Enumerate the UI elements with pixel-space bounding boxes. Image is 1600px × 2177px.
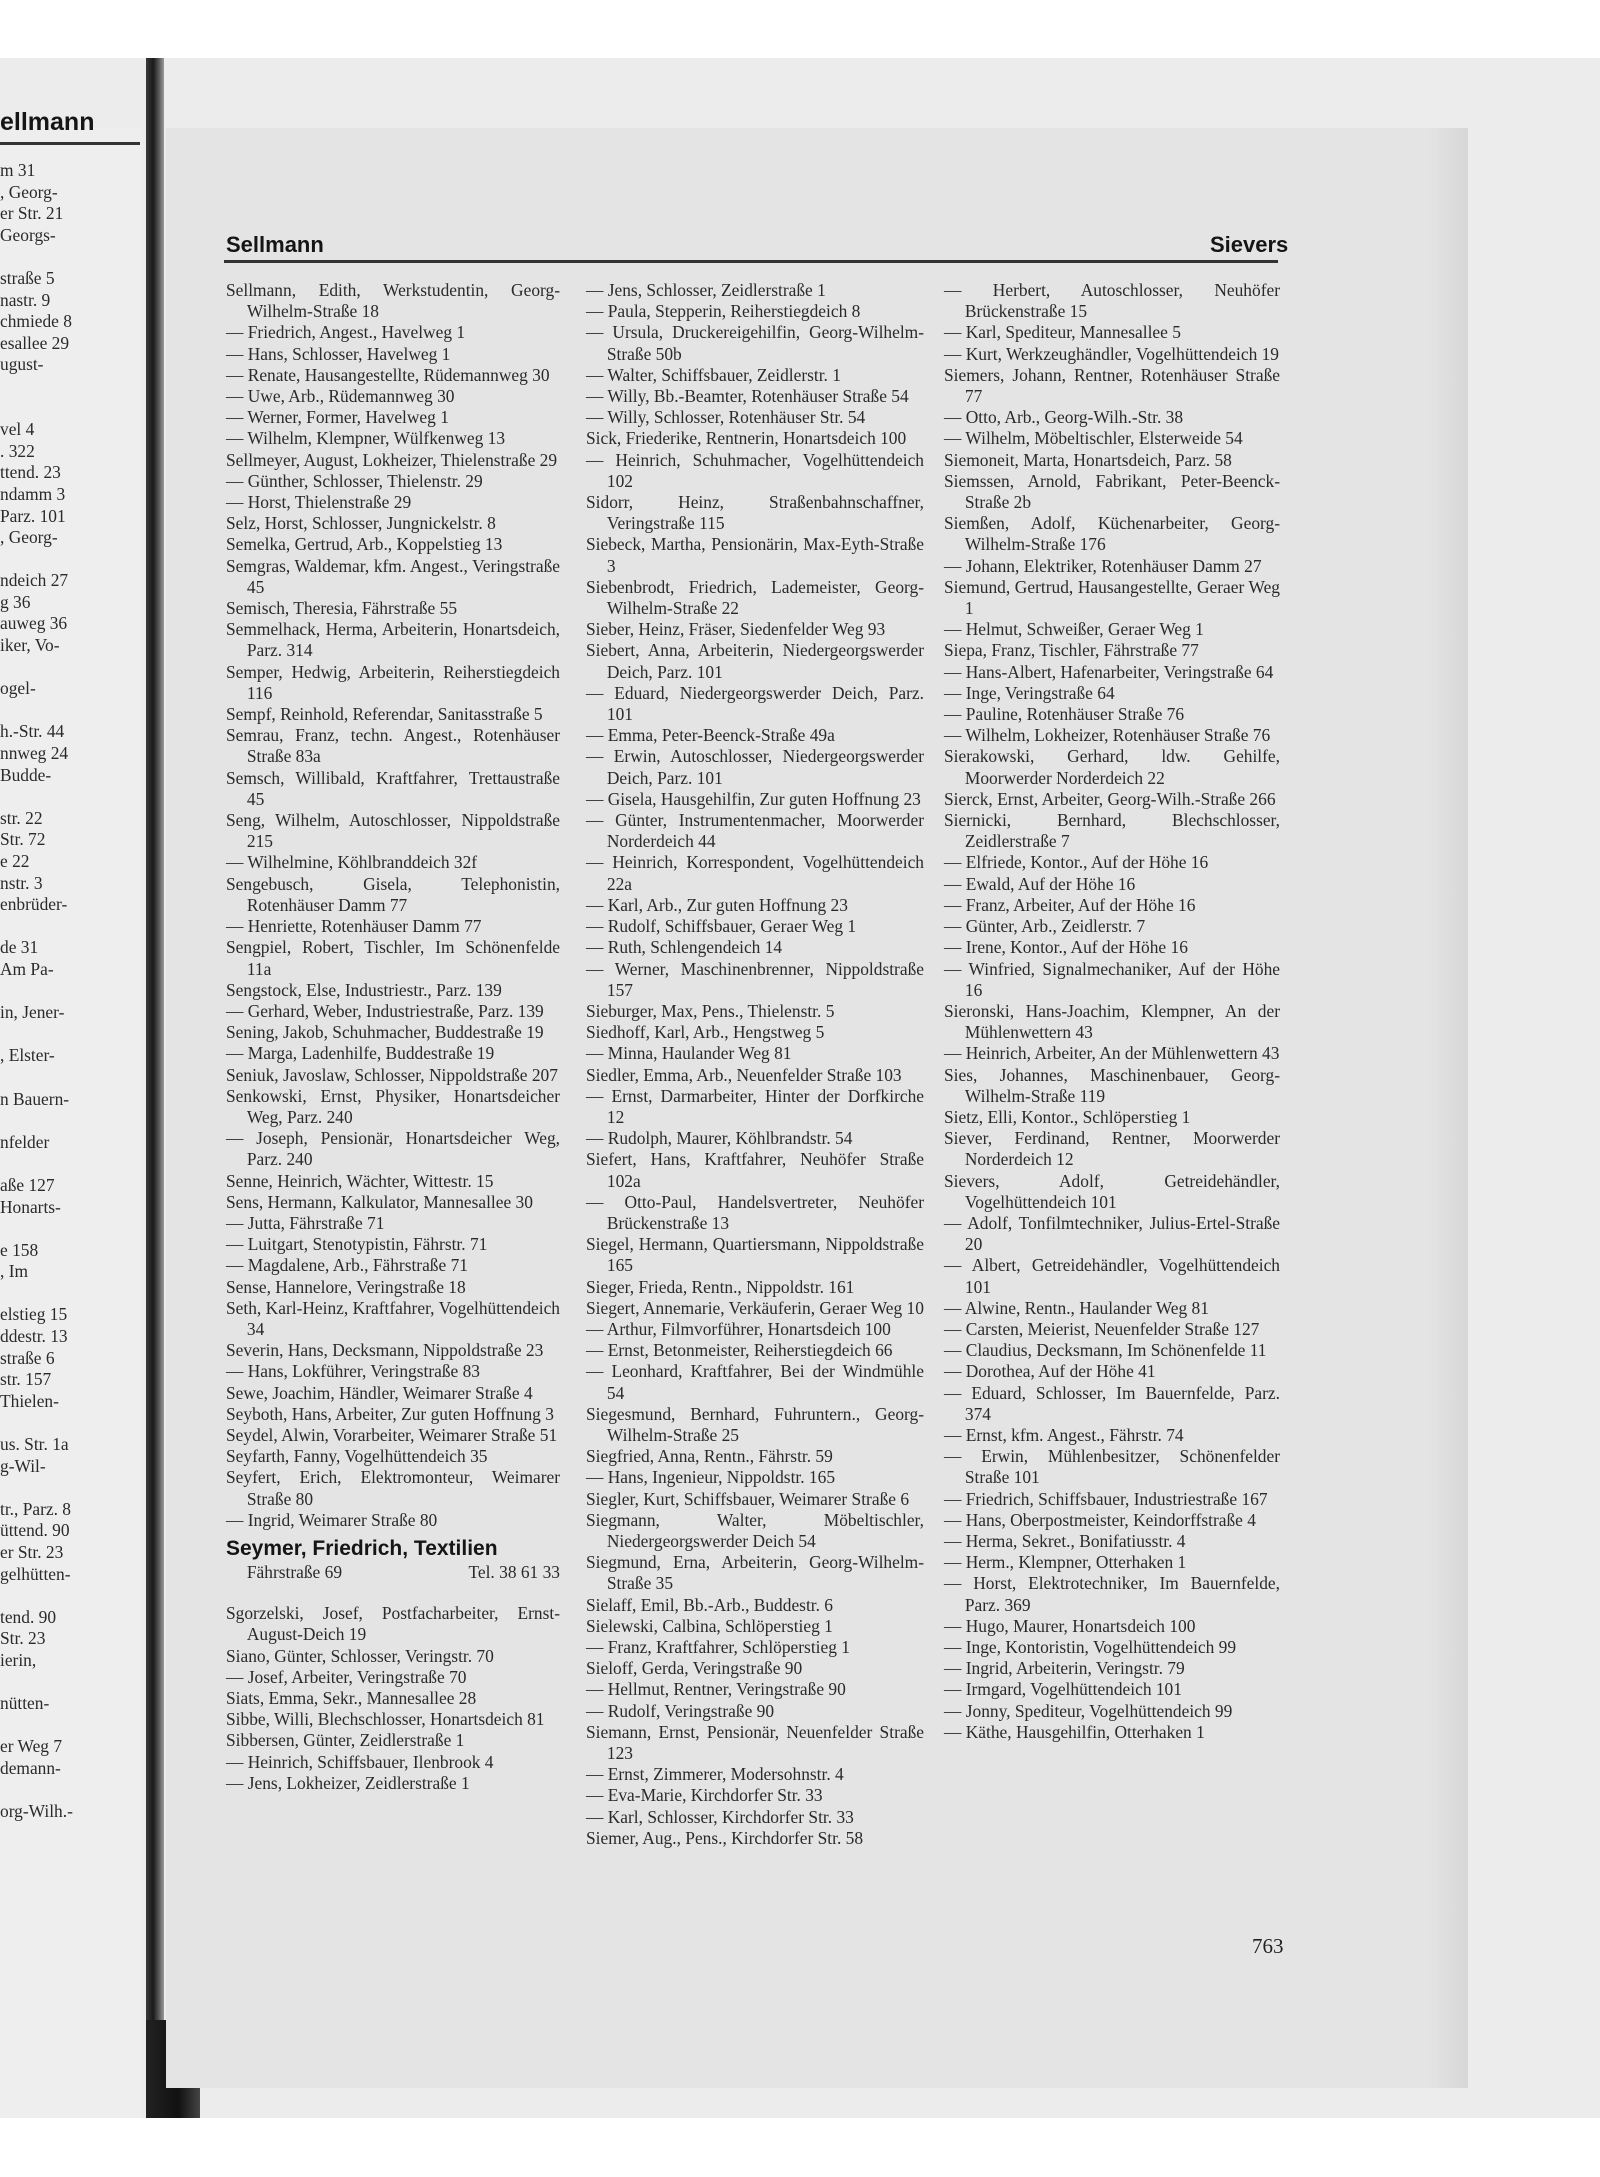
left-page-fragment-line: tend. 90 [0, 1606, 57, 1627]
directory-entry: — Hellmut, Rentner, Veringstraße 90 [586, 1679, 846, 1700]
left-page-fragment-line: elstieg 15 [0, 1304, 68, 1325]
left-page-fragment-line [0, 1672, 140, 1694]
directory-entry: — Dorothea, Auf der Höhe 41 [944, 1361, 1156, 1382]
left-page-fragment-line [0, 1153, 140, 1175]
left-page-fragment-line [0, 1110, 140, 1132]
directory-entry: Senne, Heinrich, Wächter, Wittestr. 15 [226, 1170, 494, 1191]
directory-entry: — Franz, Arbeiter, Auf der Höhe 16 [944, 894, 1196, 915]
directory-entry: — Luitgart, Stenotypistin, Fährstr. 71 [226, 1234, 488, 1255]
left-page-fragment-line: g-Wil- [0, 1455, 46, 1476]
directory-entry: Sellmeyer, August, Lokheizer, Thielenstraße 29 [226, 449, 558, 470]
directory-entry: — Emma, Peter-Beenck-Straße 49a [586, 725, 835, 746]
directory-entry: — Erwin, Autoschlosser, Niedergeorgswerder Deich, Parz. 101 [586, 746, 924, 788]
directory-entry: Seng, Wilhelm, Autoschlosser, Nippoldstraße 215 [226, 810, 560, 852]
directory-entry: Siebeck, Martha, Pensionärin, Max-Eyth-Straße 3 [586, 534, 924, 576]
directory-entry: — Ernst, Zimmerer, Modersohnstr. 4 [586, 1764, 844, 1785]
left-page-fragment-line: org-Wilh.- [0, 1801, 73, 1822]
left-page-fragment-line: chmiede 8 [0, 311, 72, 332]
directory-entry: — Inge, Veringstraße 64 [944, 682, 1115, 703]
directory-entry: — Hugo, Maurer, Honartsdeich 100 [944, 1615, 1196, 1636]
left-page-fragment-line [0, 1067, 140, 1089]
directory-entry: — Hans, Oberpostmeister, Keindorffstraße 4 [944, 1509, 1256, 1530]
left-page-fragment-line: , Georg- [0, 527, 58, 548]
directory-entry: Siegler, Kurt, Schiffsbauer, Weimarer Straße 6 [586, 1488, 910, 1509]
left-page-fragment-line [0, 1218, 140, 1240]
directory-entry: — Inge, Kontoristin, Vogelhüttendeich 99 [944, 1637, 1237, 1657]
left-page-fragment-line: üttend. 90 [0, 1520, 70, 1541]
directory-entry: — Rudolf, Schiffsbauer, Geraer Weg 1 [586, 916, 857, 937]
directory-entry: Sielaff, Emil, Bb.-Arb., Buddestr. 6 [586, 1594, 833, 1615]
directory-entry: Seth, Karl-Heinz, Kraftfahrer, Vogelhüttendeich 34 [226, 1297, 560, 1339]
left-page-header-rule [0, 142, 140, 145]
directory-entry: Sieber, Heinz, Fräser, Siedenfelder Weg 93 [586, 619, 886, 640]
left-page-fragment-line: ttend. 23 [0, 462, 61, 483]
header-keyword-right: Sievers [1210, 232, 1289, 257]
directory-entry: — Ernst, Betonmeister, Reiherstiegdeich 66 [586, 1340, 893, 1361]
left-page-fragment-line: Str. 23 [0, 1628, 46, 1649]
header-keyword-left: Sellmann [226, 232, 324, 257]
directory-entry: — Jutta, Fährstraße 71 [226, 1212, 385, 1233]
directory-entry: Seyboth, Hans, Arbeiter, Zur guten Hoffnung 3 [226, 1403, 554, 1424]
directory-entry: — Elfriede, Kontor., Auf der Höhe 16 [944, 852, 1209, 873]
left-page-fragment-line [0, 1715, 140, 1737]
directory-entry: — Herbert, Autoschlosser, Neuhöfer Brückenstraße 15 [944, 280, 1280, 322]
directory-entry: — Ingrid, Arbeiterin, Veringstr. 79 [944, 1658, 1185, 1679]
directory-entry: Siebenbrodt, Friedrich, Lademeister, Georg-Wilhelm-Straße 22 [586, 576, 924, 619]
directory-entry: — Irene, Kontor., Auf der Höhe 16 [944, 937, 1188, 958]
directory-entry: Senkowski, Ernst, Physiker, Honartsdeicher Weg, Parz. 240 [226, 1085, 560, 1127]
left-page-fragment-line [0, 1283, 140, 1305]
directory-column-1 [226, 280, 560, 1794]
directory-entry: — Willy, Bb.-Beamter, Rotenhäuser Straße 54 [586, 386, 909, 407]
directory-entry: Semisch, Theresia, Fährstraße 55 [226, 598, 458, 619]
directory-entry: Sengstock, Else, Industriestr., Parz. 139 [226, 979, 502, 1000]
left-page-fragment-line: straße 5 [0, 267, 55, 288]
directory-entry: Sieloff, Gerda, Veringstraße 90 [586, 1658, 803, 1679]
left-page-fragment-line [0, 1024, 140, 1046]
left-page-fragment-line: enbrüder- [0, 894, 68, 915]
directory-entry: Siebert, Anna, Arbeiterin, Niedergeorgswerder Deich, Parz. 101 [586, 640, 924, 682]
directory-entry: — Kurt, Werkzeughändler, Vogelhüttendeich 19 [944, 343, 1280, 364]
directory-entry: — Horst, Elektrotechniker, Im Bauernfelde, Parz. 369 [944, 1573, 1280, 1615]
directory-entry: Sierck, Ernst, Arbeiter, Georg-Wilh.-Straße 266 [944, 788, 1276, 809]
left-page-fragment-line [0, 786, 140, 808]
left-page-fragment-line [0, 398, 140, 420]
directory-entry: — Minna, Haulander Weg 81 [586, 1043, 792, 1064]
directory-entry: — Ernst, Darmarbeiter, Hinter der Dorfkirche 12 [586, 1085, 924, 1127]
directory-entry: — Jens, Schlosser, Zeidlerstraße 1 [586, 280, 826, 300]
directory-entry: — Eva-Marie, Kirchdorfer Str. 33 [586, 1785, 823, 1806]
directory-entry: — Herma, Sekret., Bonifatiusstr. 4 [944, 1530, 1186, 1551]
left-page-fragment-line: ndamm 3 [0, 483, 66, 504]
directory-entry: — Gerhard, Weber, Industriestraße, Parz. 139 [226, 1000, 544, 1021]
directory-entry: — Heinrich, Schuhmacher, Vogelhüttendeich 102 [586, 449, 924, 491]
directory-entry: Sibbe, Willi, Blechschlosser, Honartsdeich 81 [226, 1709, 545, 1730]
left-page-fragment-line: n Bauern- [0, 1088, 70, 1109]
directory-entry: — Karl, Arb., Zur guten Hoffnung 23 [586, 894, 848, 915]
directory-entry: — Werner, Former, Havelweg 1 [226, 407, 449, 428]
left-page-fragment-line: ierin, [0, 1649, 37, 1670]
directory-entry: Siemoneit, Marta, Honartsdeich, Parz. 58 [944, 449, 1232, 470]
directory-entry: — Walter, Schiffsbauer, Zeidlerstr. 1 [586, 364, 841, 385]
left-page-fragment-line: nstr. 3 [0, 872, 43, 893]
directory-entry: Siemssen, Arnold, Fabrikant, Peter-Beenck-Straße 2b [944, 470, 1280, 513]
left-page-fragment-line: , Georg- [0, 181, 58, 202]
directory-entry: — Karl, Schlosser, Kirchdorfer Str. 33 [586, 1806, 854, 1827]
left-page-fragment-line: m 31 [0, 160, 36, 180]
left-page-fragment-line [0, 657, 140, 679]
left-page-fragment-line [0, 1585, 140, 1607]
directory-entry: Siegmund, Erna, Arbeiterin, Georg-Wilhelm-Straße 35 [586, 1552, 924, 1594]
directory-entry: Siats, Emma, Sekr., Mannesallee 28 [226, 1688, 477, 1708]
directory-entry: Siegfried, Anna, Rentn., Fährstr. 59 [586, 1446, 833, 1467]
left-page-fragment-line: in, Jener- [0, 1002, 65, 1023]
left-page-fragment-line: nfelder [0, 1131, 50, 1152]
directory-entry: Semper, Hedwig, Arbeiterin, Reiherstiegdeich 116 [226, 661, 560, 703]
advertisement-details [226, 1562, 560, 1583]
directory-entry: Sidorr, Heinz, Straßenbahnschaffner, Veringstraße 115 [586, 492, 924, 534]
left-page-fragment-line: Honarts- [0, 1196, 61, 1217]
directory-entry: Sietz, Elli, Kontor., Schlöperstieg 1 [944, 1106, 1191, 1127]
left-page-fragment-line: esallee 29 [0, 332, 70, 353]
left-page-fragment-line: Parz. 101 [0, 505, 66, 526]
directory-entry: — Ruth, Schlengendeich 14 [586, 937, 783, 958]
directory-entry: Sierakowski, Gerhard, ldw. Gehilfe, Moorwerder Norderdeich 22 [944, 746, 1280, 788]
directory-entry: Seyfarth, Fanny, Vogelhüttendeich 35 [226, 1446, 488, 1467]
left-page-fragment-line: aße 127 [0, 1174, 55, 1195]
directory-entry: Siegert, Annemarie, Verkäuferin, Geraer Weg 10 [586, 1297, 924, 1318]
left-page-fragment-line: demann- [0, 1757, 61, 1778]
directory-entry: — Ewald, Auf der Höhe 16 [944, 873, 1136, 894]
directory-entry: Sens, Hermann, Kalkulator, Mannesallee 30 [226, 1191, 533, 1212]
directory-entry: Sick, Friederike, Rentnerin, Honartsdeich 100 [586, 428, 907, 449]
directory-entry: — Claudius, Decksmann, Im Schönenfelde 11 [944, 1340, 1267, 1361]
directory-entry: Siegmann, Walter, Möbeltischler, Niedergeorgswerder Deich 54 [586, 1509, 924, 1551]
directory-entry: Siefert, Hans, Kraftfahrer, Neuhöfer Straße 102a [586, 1149, 924, 1191]
left-page-fragment-line [0, 376, 140, 398]
directory-column-2 [586, 280, 924, 1849]
directory-entry: — Hans, Ingenieur, Nippoldstr. 165 [586, 1467, 836, 1488]
directory-entry: — Paula, Stepperin, Reiherstiegdeich 8 [586, 301, 861, 322]
left-page-header: ellmann [0, 108, 95, 136]
directory-entry: Siemund, Gertrud, Hausangestellte, Geraer Weg 1 [944, 576, 1280, 619]
directory-entry: — Friedrich, Angest., Havelweg 1 [226, 322, 466, 343]
left-page-fragment-line: Thielen- [0, 1390, 59, 1411]
directory-column-3 [944, 280, 1280, 1743]
left-page-fragment-line: ddestr. 13 [0, 1326, 68, 1347]
directory-entry: — Adolf, Tonfilmtechniker, Julius-Ertel-Straße 20 [944, 1212, 1280, 1255]
page-number: 763 [1252, 1934, 1284, 1958]
directory-entry: — Hans, Lokführer, Veringstraße 83 [226, 1361, 480, 1382]
directory-entry: — Käthe, Hausgehilfin, Otterhaken 1 [944, 1721, 1205, 1742]
advertisement-phone: Tel. 38 61 33 [468, 1561, 560, 1582]
directory-entry: — Wilhelm, Klempner, Wülfkenweg 13 [226, 428, 506, 449]
directory-entry: Sieger, Frieda, Rentn., Nippoldstr. 161 [586, 1276, 855, 1297]
directory-entry: — Alwine, Rentn., Haulander Weg 81 [944, 1297, 1209, 1318]
directory-entry: — Horst, Thielenstraße 29 [226, 492, 412, 513]
directory-entry: Siegel, Hermann, Quartiersmann, Nippoldstraße 165 [586, 1234, 924, 1276]
left-page-fragment-line: e 22 [0, 851, 30, 871]
directory-entry: Seydel, Alwin, Vorarbeiter, Weimarer Straße 51 [226, 1424, 558, 1445]
directory-entry: Sense, Hannelore, Veringstraße 18 [226, 1276, 466, 1297]
left-page-fragment-line [0, 549, 140, 571]
directory-entry: — Henriette, Rotenhäuser Damm 77 [226, 916, 482, 937]
directory-entry: — Uwe, Arb., Rüdemannweg 30 [226, 386, 455, 407]
directory-entry: Siemann, Ernst, Pensionär, Neuenfelder Straße 123 [586, 1721, 924, 1764]
directory-entry: Sies, Johannes, Maschinenbauer, Georg-Wilhelm-Straße 119 [944, 1064, 1280, 1106]
directory-entry: Semsch, Willibald, Kraftfahrer, Trettaustraße 45 [226, 767, 560, 809]
directory-entry: Siernicki, Bernhard, Blechschlosser, Zeidlerstraße 7 [944, 810, 1280, 852]
left-page-fragment-line: tr., Parz. 8 [0, 1498, 71, 1519]
left-page-fragment-line: str. 157 [0, 1369, 52, 1390]
left-page-fragment-line: Str. 72 [0, 829, 46, 850]
left-page-fragment-line [0, 246, 140, 268]
directory-entry: — Heinrich, Arbeiter, An der Mühlenwettern 43 [944, 1043, 1280, 1064]
directory-entry: Siepa, Franz, Tischler, Fährstraße 77 [944, 640, 1199, 661]
header-rule [224, 260, 1278, 263]
left-page-fragment-line: vel 4 [0, 419, 35, 440]
directory-entry: — Ernst, kfm. Angest., Fährstr. 74 [944, 1424, 1184, 1445]
advertisement-entry [226, 1535, 560, 1583]
directory-entry: Sielewski, Calbina, Schlöperstieg 1 [586, 1615, 833, 1636]
left-page-fragment-line: de 31 [0, 937, 39, 958]
directory-entry: Siano, Günter, Schlosser, Veringstr. 70 [226, 1645, 494, 1666]
directory-entry: Seniuk, Javoslaw, Schlosser, Nippoldstraße 207 [226, 1064, 558, 1085]
directory-entry: — Ursula, Druckereigehilfin, Georg-Wilhelm-Straße 50b [586, 322, 924, 364]
left-page-fragment-line: , Elster- [0, 1045, 55, 1066]
left-page-fragment-line: gelhütten- [0, 1563, 71, 1584]
left-page-fragment-line: er Str. 23 [0, 1542, 64, 1562]
directory-entry: — Helmut, Schweißer, Geraer Weg 1 [944, 619, 1204, 640]
directory-entry: Sewe, Joachim, Händler, Weimarer Straße 4 [226, 1382, 533, 1403]
directory-entry: — Eduard, Schlosser, Im Bauernfelde, Parz. 374 [944, 1382, 1280, 1424]
directory-entry: — Wilhelm, Lokheizer, Rotenhäuser Straße 76 [944, 725, 1271, 746]
directory-entry: Semgras, Waldemar, kfm. Angest., Veringstraße 45 [226, 555, 560, 597]
directory-entry: — Otto-Paul, Handelsvertreter, Neuhöfer Brückenstraße 13 [586, 1191, 924, 1233]
left-page-fragment-line: . 322 [0, 440, 35, 461]
left-page-fragment-line: nastr. 9 [0, 289, 51, 310]
directory-entry: Sgorzelski, Josef, Postfacharbeiter, Ernst-August-Deich 19 [226, 1603, 560, 1645]
directory-entry: Siever, Ferdinand, Rentner, Moorwerder Norderdeich 12 [944, 1128, 1280, 1170]
directory-entry: Semelka, Gertrud, Arb., Koppelstieg 13 [226, 534, 503, 555]
directory-entry: Siemer, Aug., Pens., Kirchdorfer Str. 58 [586, 1827, 864, 1848]
directory-entry: — Otto, Arb., Georg-Wilh.-Str. 38 [944, 407, 1184, 428]
directory-entry: — Günther, Schlosser, Thielenstr. 29 [226, 470, 483, 491]
directory-entry: — Jens, Lokheizer, Zeidlerstraße 1 [226, 1772, 470, 1793]
left-page-fragment-line: er Weg 7 [0, 1736, 63, 1757]
advertisement-name: Seymer, Friedrich, Textilien [226, 1536, 498, 1560]
directory-entry: — Werner, Maschinenbrenner, Nippoldstraße 157 [586, 958, 924, 1000]
directory-entry: Siemers, Johann, Rentner, Rotenhäuser Straße 77 [944, 364, 1280, 407]
page-edge-shadow [1428, 128, 1468, 2088]
directory-entry: — Wilhelmine, Köhlbranddeich 32f [226, 852, 478, 873]
directory-entry: Siemßen, Adolf, Küchenarbeiter, Georg-Wilhelm-Straße 176 [944, 513, 1280, 555]
left-page-fragment-line: ogel- [0, 678, 36, 699]
directory-entry: — Magdalene, Arb., Fährstraße 71 [226, 1255, 468, 1276]
directory-entry: — Rudolph, Maurer, Köhlbrandstr. 54 [586, 1128, 853, 1149]
left-page-fragment-line: Georgs- [0, 224, 56, 245]
left-page-fragment-line: straße 6 [0, 1347, 55, 1368]
left-page-text-fragments [0, 160, 140, 1823]
directory-entry: — Jonny, Spediteur, Vogelhüttendeich 99 [944, 1700, 1233, 1721]
directory-entry: Sempf, Reinhold, Referendar, Sanitasstraße 5 [226, 704, 543, 725]
advertisement-address: Fährstraße 69 [246, 1561, 343, 1582]
directory-entry: — Carsten, Meierist, Neuenfelder Straße 127 [944, 1318, 1260, 1339]
directory-entry: — Rudolf, Veringstraße 90 [586, 1700, 775, 1721]
left-page-fragment-line [0, 700, 140, 722]
directory-entry: — Pauline, Rotenhäuser Straße 76 [944, 704, 1185, 725]
directory-entry: — Willy, Schlosser, Rotenhäuser Str. 54 [586, 407, 866, 428]
directory-entry: — Friedrich, Schiffsbauer, Industriestraße 167 [944, 1488, 1268, 1509]
left-page-fragment-line: er Str. 21 [0, 203, 64, 224]
directory-entry: — Gisela, Hausgehilfin, Zur guten Hoffnung 23 [586, 788, 921, 809]
left-page-fragment-line: , Im [0, 1261, 29, 1282]
directory-entry: — Heinrich, Schiffsbauer, Ilenbrook 4 [226, 1751, 494, 1772]
directory-entry: — Eduard, Niedergeorgswerder Deich, Parz. 101 [586, 682, 924, 725]
left-page-fragment-line: Budde- [0, 764, 52, 785]
book-spine [146, 58, 164, 2118]
directory-entry: — Leonhard, Kraftfahrer, Bei der Windmühle 54 [586, 1361, 924, 1403]
left-page-fragment-line: auweg 36 [0, 613, 68, 634]
left-page-fragment-line [0, 1412, 140, 1434]
directory-entry: Siedler, Emma, Arb., Neuenfelder Straße 103 [586, 1064, 902, 1085]
directory-entry: Sellmann, Edith, Werkstudentin, Georg-Wilhelm-Straße 18 [226, 280, 560, 322]
directory-entry: Semmelhack, Herma, Arbeiterin, Honartsdeich, Parz. 314 [226, 619, 560, 661]
directory-entry: — Albert, Getreidehändler, Vogelhüttendeich 101 [944, 1255, 1280, 1297]
directory-entry: — Karl, Spediteur, Mannesallee 5 [944, 322, 1181, 343]
directory-entry: — Hans, Schlosser, Havelweg 1 [226, 343, 451, 364]
directory-entry: — Ingrid, Weimarer Straße 80 [226, 1509, 438, 1530]
left-page-fragment-line: e 158 [0, 1239, 39, 1260]
left-page-fragment-line [0, 916, 140, 938]
directory-entry: — Renate, Hausangestellte, Rüdemannweg 30 [226, 364, 550, 385]
directory-entry: — Wilhelm, Möbeltischler, Elsterweide 54 [944, 428, 1243, 449]
directory-entry: — Erwin, Mühlenbesitzer, Schönenfelder Straße 101 [944, 1446, 1280, 1488]
directory-entry: — Josef, Arbeiter, Veringstraße 70 [226, 1666, 467, 1687]
directory-entry: — Joseph, Pensionär, Honartsdeicher Weg, Parz. 240 [226, 1128, 560, 1170]
directory-entry: — Johann, Elektriker, Rotenhäuser Damm 27 [944, 555, 1262, 576]
left-page-fragment-line: h.-Str. 44 [0, 721, 65, 742]
directory-entry: Seyfert, Erich, Elektromonteur, Weimarer Straße 80 [226, 1467, 560, 1509]
directory-entry: Sieburger, Max, Pens., Thielenstr. 5 [586, 1000, 835, 1021]
directory-entry: Sening, Jakob, Schuhmacher, Buddestraße 19 [226, 1022, 544, 1043]
directory-entry: Severin, Hans, Decksmann, Nippoldstraße 23 [226, 1340, 544, 1361]
left-page-fragment-line [0, 1477, 140, 1499]
directory-entry: — Franz, Kraftfahrer, Schlöperstieg 1 [586, 1637, 850, 1657]
left-page-fragment-line: nnweg 24 [0, 743, 69, 764]
directory-entry: — Irmgard, Vogelhüttendeich 101 [944, 1679, 1182, 1700]
directory-entry: Sengebusch, Gisela, Telephonistin, Rotenhäuser Damm 77 [226, 873, 560, 915]
left-page-fragment-line: us. Str. 1a [0, 1434, 69, 1455]
left-page-fragment-line: ugust- [0, 354, 44, 375]
left-page-fragment-line: str. 22 [0, 807, 43, 828]
directory-entry: Siedhoff, Karl, Arb., Hengstweg 5 [586, 1022, 825, 1043]
left-page-fragment-line: Am Pa- [0, 958, 54, 979]
directory-entry: — Arthur, Filmvorführer, Honartsdeich 100 [586, 1318, 891, 1339]
directory-entry: — Winfried, Signalmechaniker, Auf der Höhe 16 [944, 958, 1280, 1000]
directory-entry: Sievers, Adolf, Getreidehändler, Vogelhüttendeich 101 [944, 1170, 1280, 1212]
directory-entry: — Marga, Ladenhilfe, Buddestraße 19 [226, 1043, 495, 1064]
directory-entry: — Herm., Klempner, Otterhaken 1 [944, 1552, 1187, 1573]
directory-entry: Sibbersen, Günter, Zeidlerstraße 1 [226, 1730, 465, 1751]
left-page-fragment-line [0, 1780, 140, 1802]
left-page-fragment-line: iker, Vo- [0, 635, 60, 656]
directory-entry: — Günter, Instrumentenmacher, Moorwerder Norderdeich 44 [586, 810, 924, 852]
directory-entry: — Günter, Arb., Zeidlerstr. 7 [944, 916, 1146, 937]
directory-entry: Sieronski, Hans-Joachim, Klempner, An der Mühlenwettern 43 [944, 1000, 1280, 1043]
directory-entry: Sengpiel, Robert, Tischler, Im Schönenfelde 11a [226, 937, 560, 979]
directory-entry: Siegesmund, Bernhard, Fuhruntern., Georg-Wilhelm-Straße 25 [586, 1403, 924, 1445]
directory-entry: — Heinrich, Korrespondent, Vogelhüttendeich 22a [586, 852, 924, 894]
directory-entry: — Hans-Albert, Hafenarbeiter, Veringstraße 64 [944, 661, 1274, 682]
left-page-fragment-line: ndeich 27 [0, 570, 69, 591]
directory-entry: Semrau, Franz, techn. Angest., Rotenhäuser Straße 83a [226, 725, 560, 767]
left-page-fragment-line [0, 981, 140, 1003]
left-page-fragment-line: g 36 [0, 591, 31, 612]
directory-entry: Selz, Horst, Schlosser, Jungnickelstr. 8 [226, 513, 496, 534]
left-page-fragment-line: nütten- [0, 1693, 50, 1714]
